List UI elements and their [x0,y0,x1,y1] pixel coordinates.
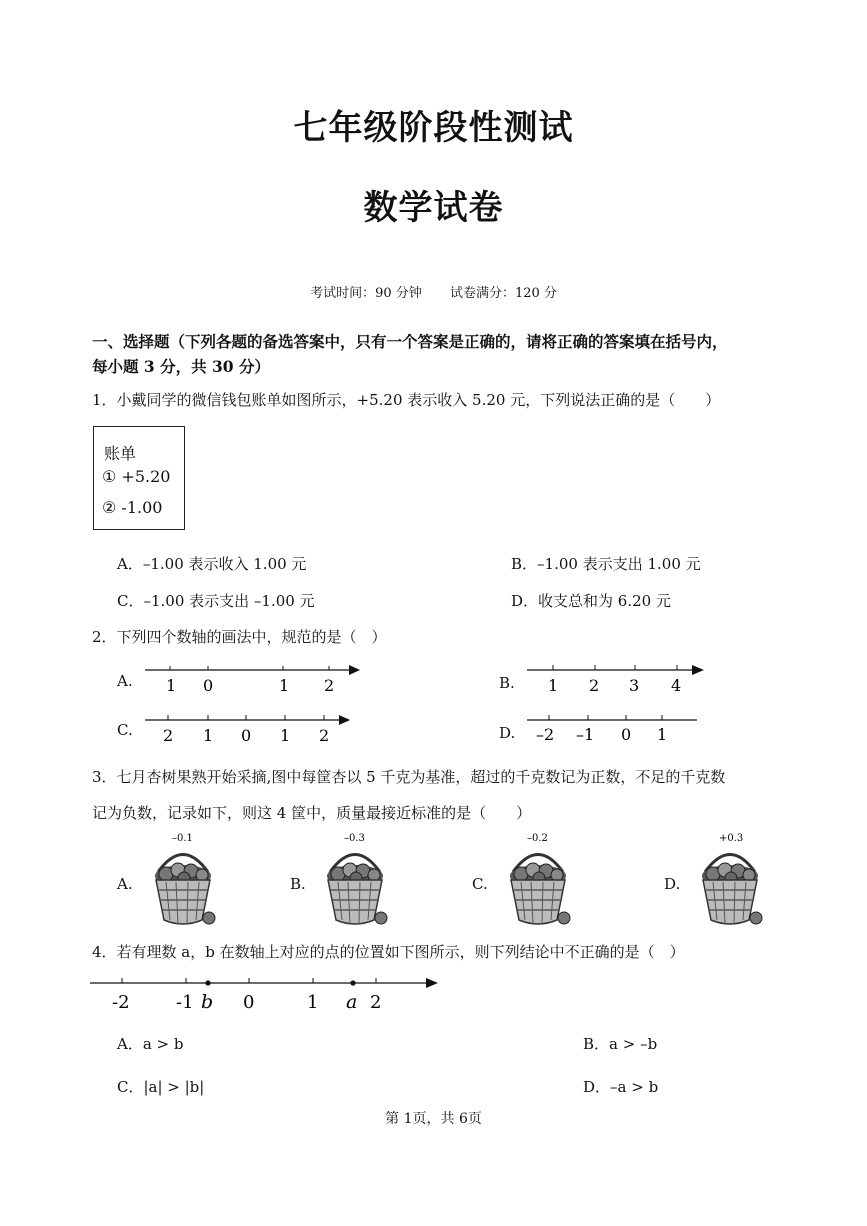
section-heading: 一、选择题（下列各题的备选答案中，只有一个答案是正确的，请将正确的答案填在括号内， [92,332,728,351]
apricot-basket-icon [697,832,767,930]
question-3-stem: 3．七月杏树果熟开始采摘,图中每筐杏以 5 千克为基准，超过的千克数记为正数，不足的千克数 [92,768,726,786]
axis-c-tick-0: 2 [163,726,174,745]
axis-d-tick-3: 1 [657,725,668,744]
q2-option-c-label: C. [117,721,133,739]
axis-c-tick-4: 2 [319,726,330,745]
question-1-stem: 1．小戴同学的微信钱包账单如图所示，+5.20 表示收入 5.20 元，下列说法正确的是（ ） [92,391,721,409]
basket-value: –0.3 [344,833,365,844]
bill-item-2: ② -1.00 [102,498,163,517]
q1-option-c: C．–1.00 表示支出 –1.00 元 [117,592,315,610]
q1-option-a: A．–1.00 表示收入 1.00 元 [117,555,307,573]
q4-tick-3: 1 [307,992,319,1013]
basket-value: –0.1 [172,833,193,844]
section-heading-2: 每小题 3 分，共 30 分） [92,357,270,376]
question-4-stem: 4．若有理数 a，b 在数轴上对应的点的位置如下图所示，则下列结论中不正确的是（ ） [92,943,685,961]
number-line-b [522,660,712,700]
q1-option-b: B．–1.00 表示支出 1.00 元 [511,555,701,573]
axis-c-tick-2: 0 [241,726,252,745]
bill-item-1: ① +5.20 [102,467,171,486]
bill-title: 账单 [104,444,137,463]
apricot-basket-icon [505,832,575,930]
full-score: 试卷满分：120 分 [449,286,557,301]
bill-box [93,426,185,530]
page-footer: 第 1页，共 6页 [385,1111,482,1127]
question-2-stem: 2．下列四个数轴的画法中，规范的是（ ） [92,628,387,646]
axis-a-tick-2: 1 [279,676,290,695]
apricot-basket-icon [150,832,220,930]
q1-option-d: D．收支总和为 6.20 元 [511,592,671,610]
q2-option-b-label: B. [499,674,515,692]
q4-point-a: a [346,991,358,1013]
number-line-c [140,710,360,750]
point-a-dot [350,980,355,985]
q4-tick-1: -1 [176,992,194,1013]
q4-point-b: b [201,991,214,1013]
axis-b-tick-3: 4 [671,676,682,695]
axis-b-tick-0: 1 [548,676,559,695]
axis-a-tick-0: 1 [166,676,177,695]
axis-b-tick-1: 2 [589,676,600,695]
axis-d-tick-2: 0 [621,725,632,744]
exam-meta [0,282,867,301]
axis-d-tick-0: –2 [536,725,555,744]
axis-a-tick-1: 0 [203,676,214,695]
q2-option-d-label: D. [499,724,516,742]
basket-value: +0.3 [719,833,744,844]
q2-option-a-label: A. [117,672,133,690]
q4-tick-4: 2 [370,992,382,1013]
axis-d-tick-1: –1 [576,725,595,744]
q3-option-label: A. [117,875,133,893]
apricot-basket-icon [322,832,392,930]
q3-option-label: D. [664,875,681,893]
number-line-q4 [88,970,448,1020]
exam-time: 考试时间：90 分钟 [310,286,422,301]
q4-option-d: D．–a > b [583,1078,659,1096]
question-3-stem-2: 记为负数，记录如下，则这 4 筐中，质量最接近标准的是（ ） [92,804,532,822]
point-b-dot [205,980,210,985]
q4-option-a: A．a > b [117,1035,184,1053]
number-line-d [522,710,702,750]
page-title: 七年级阶段性测试 [293,108,574,148]
axis-c-tick-3: 1 [280,726,291,745]
page-subtitle: 数学试卷 [363,188,504,228]
q4-option-b: B．a > –b [583,1035,658,1053]
axis-a-tick-3: 2 [324,676,335,695]
q3-option-label: B. [290,875,306,893]
axis-b-tick-2: 3 [629,676,640,695]
axis-c-tick-1: 1 [203,726,214,745]
q4-option-c: C．|a| > |b| [117,1078,205,1096]
q4-tick-2: 0 [243,992,255,1013]
q4-tick-0: -2 [112,992,130,1013]
number-line-a [140,660,370,700]
q3-option-label: C. [472,875,488,893]
basket-value: –0.2 [527,833,548,844]
